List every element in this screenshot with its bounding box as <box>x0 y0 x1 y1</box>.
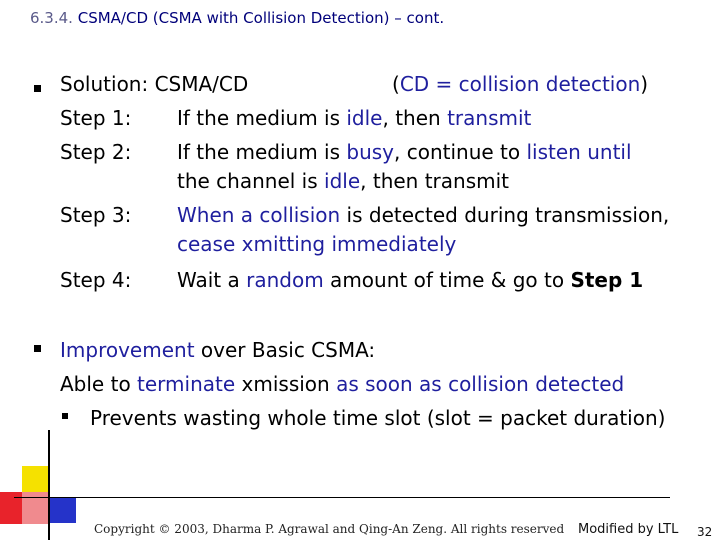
step-text-segment: cease xmitting immediately <box>177 232 457 256</box>
slide-title <box>30 9 444 27</box>
sub-bullet-marker <box>62 413 68 419</box>
step-text-segment: the channel is <box>177 169 325 193</box>
solution-note <box>392 72 648 96</box>
step-label: Step 4: <box>60 268 132 292</box>
step-text-segment: is detected during transmission, <box>340 203 670 227</box>
step-text-segment: Step 1 <box>570 268 644 292</box>
improvement-heading <box>60 338 375 362</box>
section-number: 6.3.4. <box>30 9 73 27</box>
step-text-line <box>177 169 509 193</box>
deco-horizontal-line <box>14 497 670 498</box>
page-number: 32 <box>697 525 713 539</box>
title-text: CSMA/CD (CSMA with Collision Detection) – cont. <box>77 9 445 27</box>
footer-modified: Modified by LTL <box>578 522 679 537</box>
deco-blue-square <box>48 497 76 523</box>
step-text-line <box>177 106 531 130</box>
step-text-segment: amount of time & go to <box>323 268 571 292</box>
paren-open: ( <box>392 72 400 96</box>
step-text-segment: listen until <box>526 140 632 164</box>
step-text-segment: If the medium is <box>177 106 347 130</box>
step-text-segment: idle <box>324 169 361 193</box>
step-text-line <box>177 140 632 164</box>
step-text-segment: idle <box>346 106 383 130</box>
improvement-detail <box>60 372 624 396</box>
step-text-line <box>177 268 643 292</box>
step-text-segment: random <box>246 268 324 292</box>
step-text-segment: busy <box>346 140 395 164</box>
note-text: CD = collision detection <box>399 72 641 96</box>
bullet-marker <box>34 345 41 352</box>
step-text-segment: , then <box>382 106 448 130</box>
footer-copyright: Copyright © 2003, Dharma P. Agrawal and Qing-An Zeng. All rights reserved <box>94 522 565 536</box>
improvement-segment: over Basic CSMA: <box>194 338 376 362</box>
step-text-segment: Wait a <box>177 268 247 292</box>
improvement-segment: Able to <box>60 372 138 396</box>
step-label: Step 1: <box>60 106 132 130</box>
step-text-line <box>177 203 669 227</box>
step-text-line <box>177 232 456 256</box>
improvement-segment: terminate <box>137 372 236 396</box>
step-label: Step 2: <box>60 140 132 164</box>
step-text-segment: transmit <box>447 106 532 130</box>
improvement-segment: Improvement <box>60 338 195 362</box>
step-text-segment: , then transmit <box>360 169 510 193</box>
step-label: Step 3: <box>60 203 132 227</box>
improvement-subpoint: Prevents wasting whole time slot (slot = packet duration) <box>90 406 666 430</box>
paren-close: ) <box>640 72 649 96</box>
bullet-marker <box>34 85 41 92</box>
improvement-segment: xmission <box>235 372 337 396</box>
improvement-segment: as soon as collision detected <box>336 372 625 396</box>
deco-yellow-square <box>22 466 48 492</box>
step-text-segment: If the medium is <box>177 140 347 164</box>
deco-vertical-line <box>48 430 50 540</box>
solution-label: Solution: CSMA/CD <box>60 72 249 96</box>
step-text-segment: , continue to <box>394 140 527 164</box>
step-text-segment: When a collision <box>177 203 341 227</box>
